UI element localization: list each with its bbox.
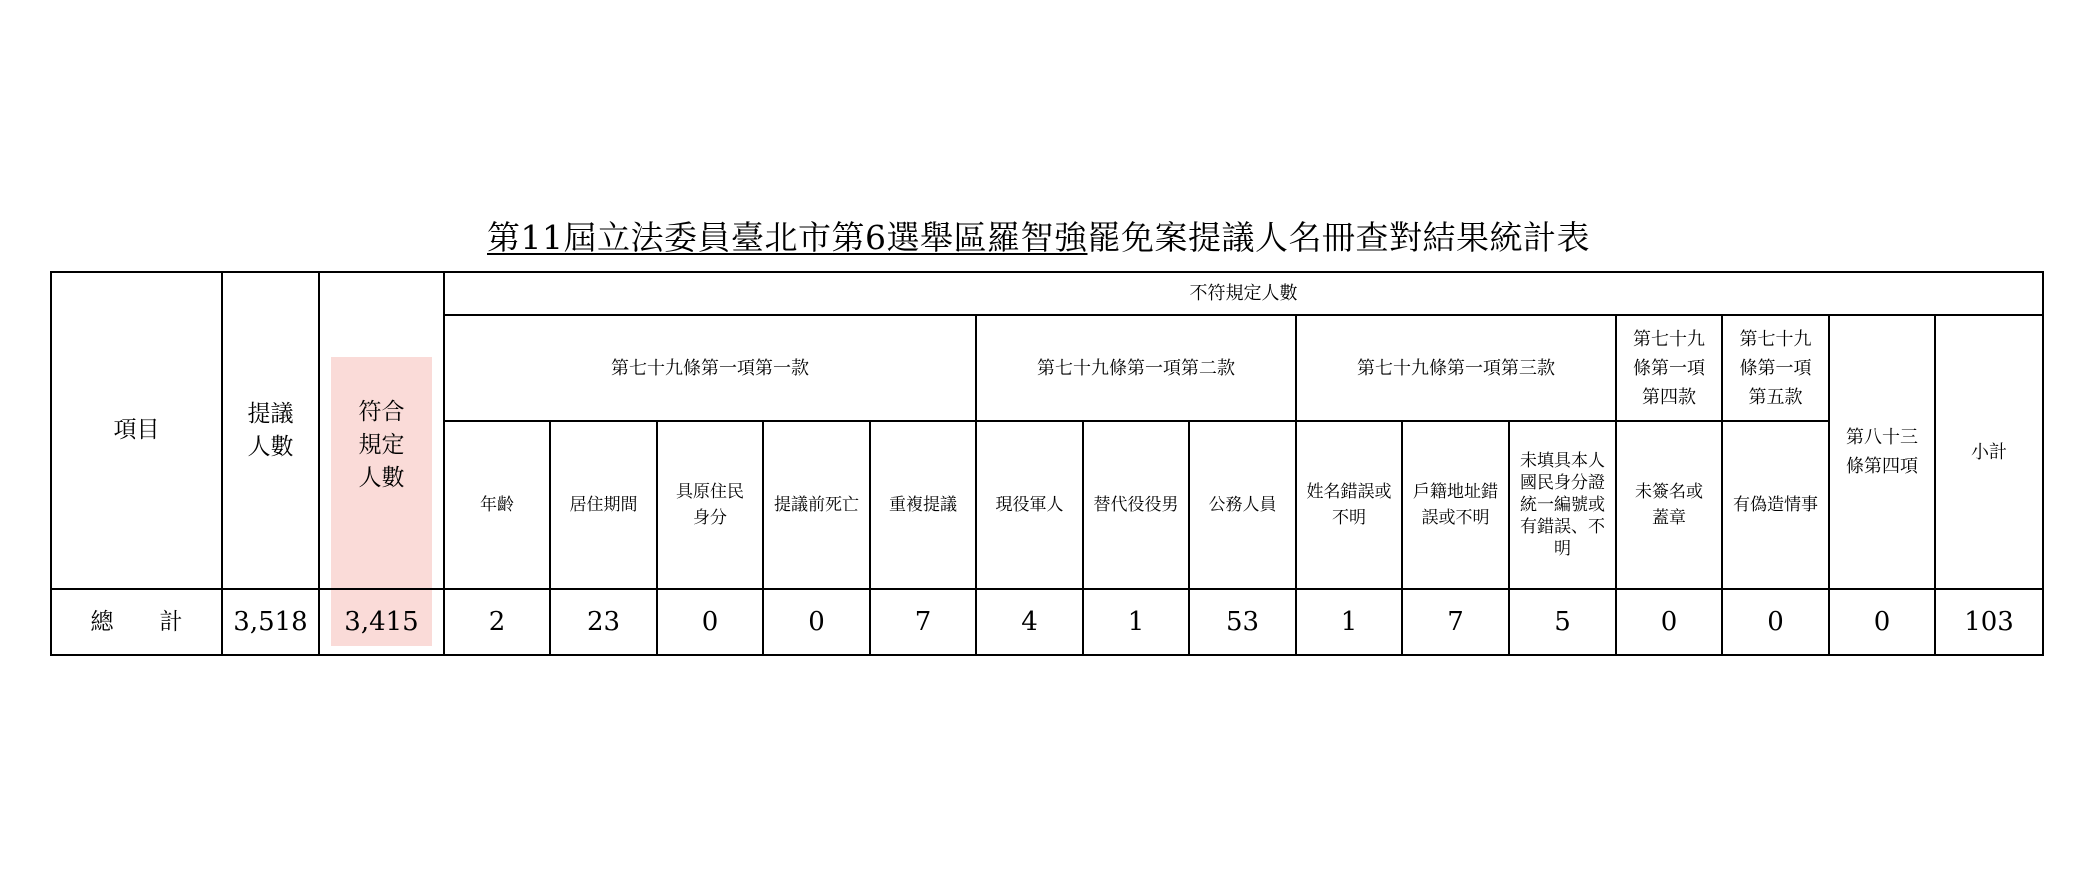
cell-address-error: 7 <box>1402 589 1509 655</box>
title-rest: 罷免案提議人名冊查對結果統計表 <box>1087 218 1590 257</box>
row-label-total: 總 計 <box>51 589 222 655</box>
cell-active-military: 4 <box>976 589 1083 655</box>
cell-duplicate: 7 <box>870 589 976 655</box>
cell-qualified-value: 3,415 <box>344 607 419 637</box>
header-indigenous: 具原住民 身分 <box>657 421 763 589</box>
header-subtotal: 小計 <box>1935 315 2043 589</box>
header-id-missing: 未填具本人 國民身分證 統一編號或 有錯誤、不 明 <box>1509 421 1616 589</box>
cell-deceased: 0 <box>763 589 870 655</box>
header-proposers: 提議 人數 <box>222 272 319 589</box>
cell-subtotal: 103 <box>1935 589 2043 655</box>
page-title <box>0 216 2077 260</box>
header-no-signature: 未簽名或 蓋章 <box>1616 421 1722 589</box>
header-group2: 第七十九條第一項第二款 <box>976 315 1296 421</box>
cell-art83: 0 <box>1829 589 1935 655</box>
cell-civil-servant: 53 <box>1189 589 1296 655</box>
header-group5: 第七十九 條第一項 第五款 <box>1722 315 1829 421</box>
header-deceased: 提議前死亡 <box>763 421 870 589</box>
cell-age: 2 <box>444 589 550 655</box>
header-item: 項目 <box>51 272 222 589</box>
header-residence: 居住期間 <box>550 421 657 589</box>
header-civil-servant: 公務人員 <box>1189 421 1296 589</box>
title-underlined: 第11屆立法委員臺北市第6選舉區羅智強 <box>487 218 1088 257</box>
cell-indigenous: 0 <box>657 589 763 655</box>
cell-alternative-service: 1 <box>1083 589 1189 655</box>
cell-id-missing: 5 <box>1509 589 1616 655</box>
cell-residence: 23 <box>550 589 657 655</box>
header-forgery: 有偽造情事 <box>1722 421 1829 589</box>
cell-proposers: 3,518 <box>222 589 319 655</box>
header-art83: 第八十三 條第四項 <box>1829 315 1935 589</box>
header-active-military: 現役軍人 <box>976 421 1083 589</box>
cell-forgery: 0 <box>1722 589 1829 655</box>
header-duplicate: 重複提議 <box>870 421 976 589</box>
header-age: 年齡 <box>444 421 550 589</box>
header-group3: 第七十九條第一項第三款 <box>1296 315 1616 421</box>
header-qualified <box>319 272 444 589</box>
cell-no-signature: 0 <box>1616 589 1722 655</box>
header-address-error: 戶籍地址錯 誤或不明 <box>1402 421 1509 589</box>
header-alternative-service: 替代役役男 <box>1083 421 1189 589</box>
header-nonconforming: 不符規定人數 <box>444 272 2043 315</box>
cell-qualified <box>319 589 444 655</box>
results-table <box>50 271 2044 656</box>
header-qualified-label: 符合 規定 人數 <box>358 399 405 491</box>
cell-name-error: 1 <box>1296 589 1402 655</box>
header-group1: 第七十九條第一項第一款 <box>444 315 976 421</box>
header-name-error: 姓名錯誤或 不明 <box>1296 421 1402 589</box>
header-group4: 第七十九 條第一項 第四款 <box>1616 315 1722 421</box>
